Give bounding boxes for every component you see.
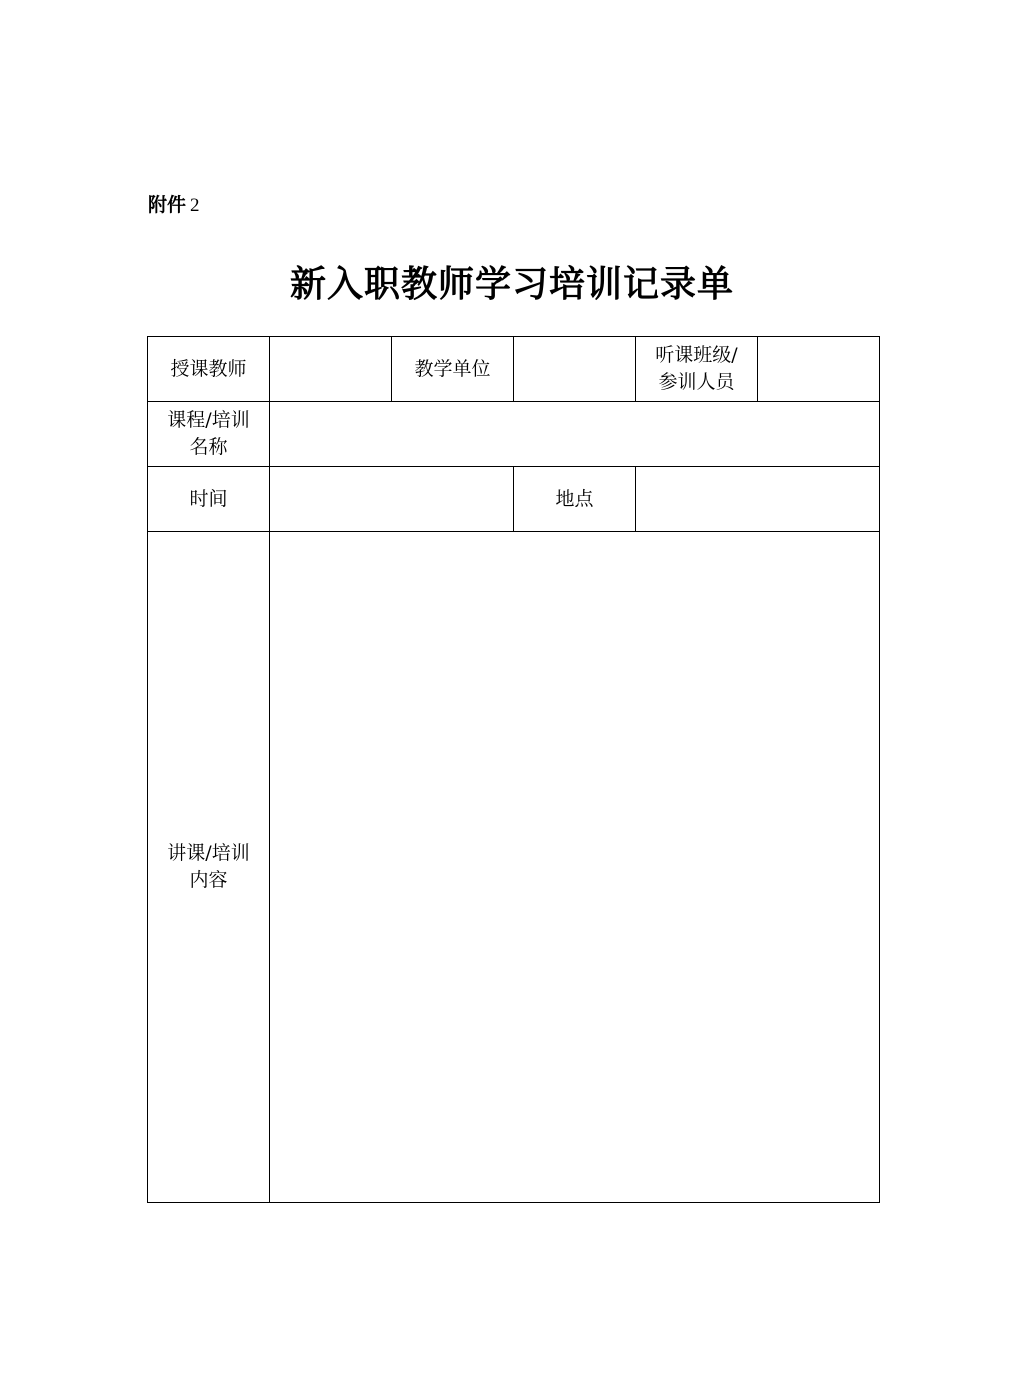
course-label-line1: 课程/培训 xyxy=(167,409,250,431)
table-row xyxy=(148,337,880,402)
teacher-label-cell xyxy=(148,337,270,402)
attachment-number: 2 xyxy=(190,195,200,216)
content-label-line1: 讲课/培训 xyxy=(167,842,250,864)
audience-label-cell xyxy=(636,337,758,402)
attachment-label xyxy=(148,193,200,218)
time-label: 时间 xyxy=(189,487,228,510)
course-label-cell xyxy=(148,402,270,467)
unit-label-cell xyxy=(392,337,514,402)
table-row xyxy=(148,402,880,467)
teacher-label: 授课教师 xyxy=(170,357,247,380)
content-label-line2: 内容 xyxy=(189,869,228,891)
training-record-table xyxy=(147,336,880,1203)
teacher-value-cell[interactable] xyxy=(270,337,392,402)
location-label-cell xyxy=(514,467,636,532)
page-title: 新入职教师学习培训记录单 xyxy=(289,263,734,305)
unit-value-cell[interactable] xyxy=(514,337,636,402)
time-label-cell xyxy=(148,467,270,532)
audience-label-line2: 参训人员 xyxy=(658,371,735,393)
content-value-cell[interactable] xyxy=(270,532,880,1203)
table-row xyxy=(148,532,880,1203)
course-label-line2: 名称 xyxy=(189,436,228,458)
content-label-cell xyxy=(148,532,270,1203)
attachment-text: 附件 xyxy=(148,194,187,216)
course-value-cell[interactable] xyxy=(270,402,880,467)
location-label: 地点 xyxy=(555,487,594,510)
audience-label-line1: 听课班级/ xyxy=(655,344,738,366)
time-value-cell[interactable] xyxy=(270,467,514,532)
location-value-cell[interactable] xyxy=(636,467,880,532)
table-row xyxy=(148,467,880,532)
audience-value-cell[interactable] xyxy=(758,337,880,402)
unit-label: 教学单位 xyxy=(414,357,491,380)
